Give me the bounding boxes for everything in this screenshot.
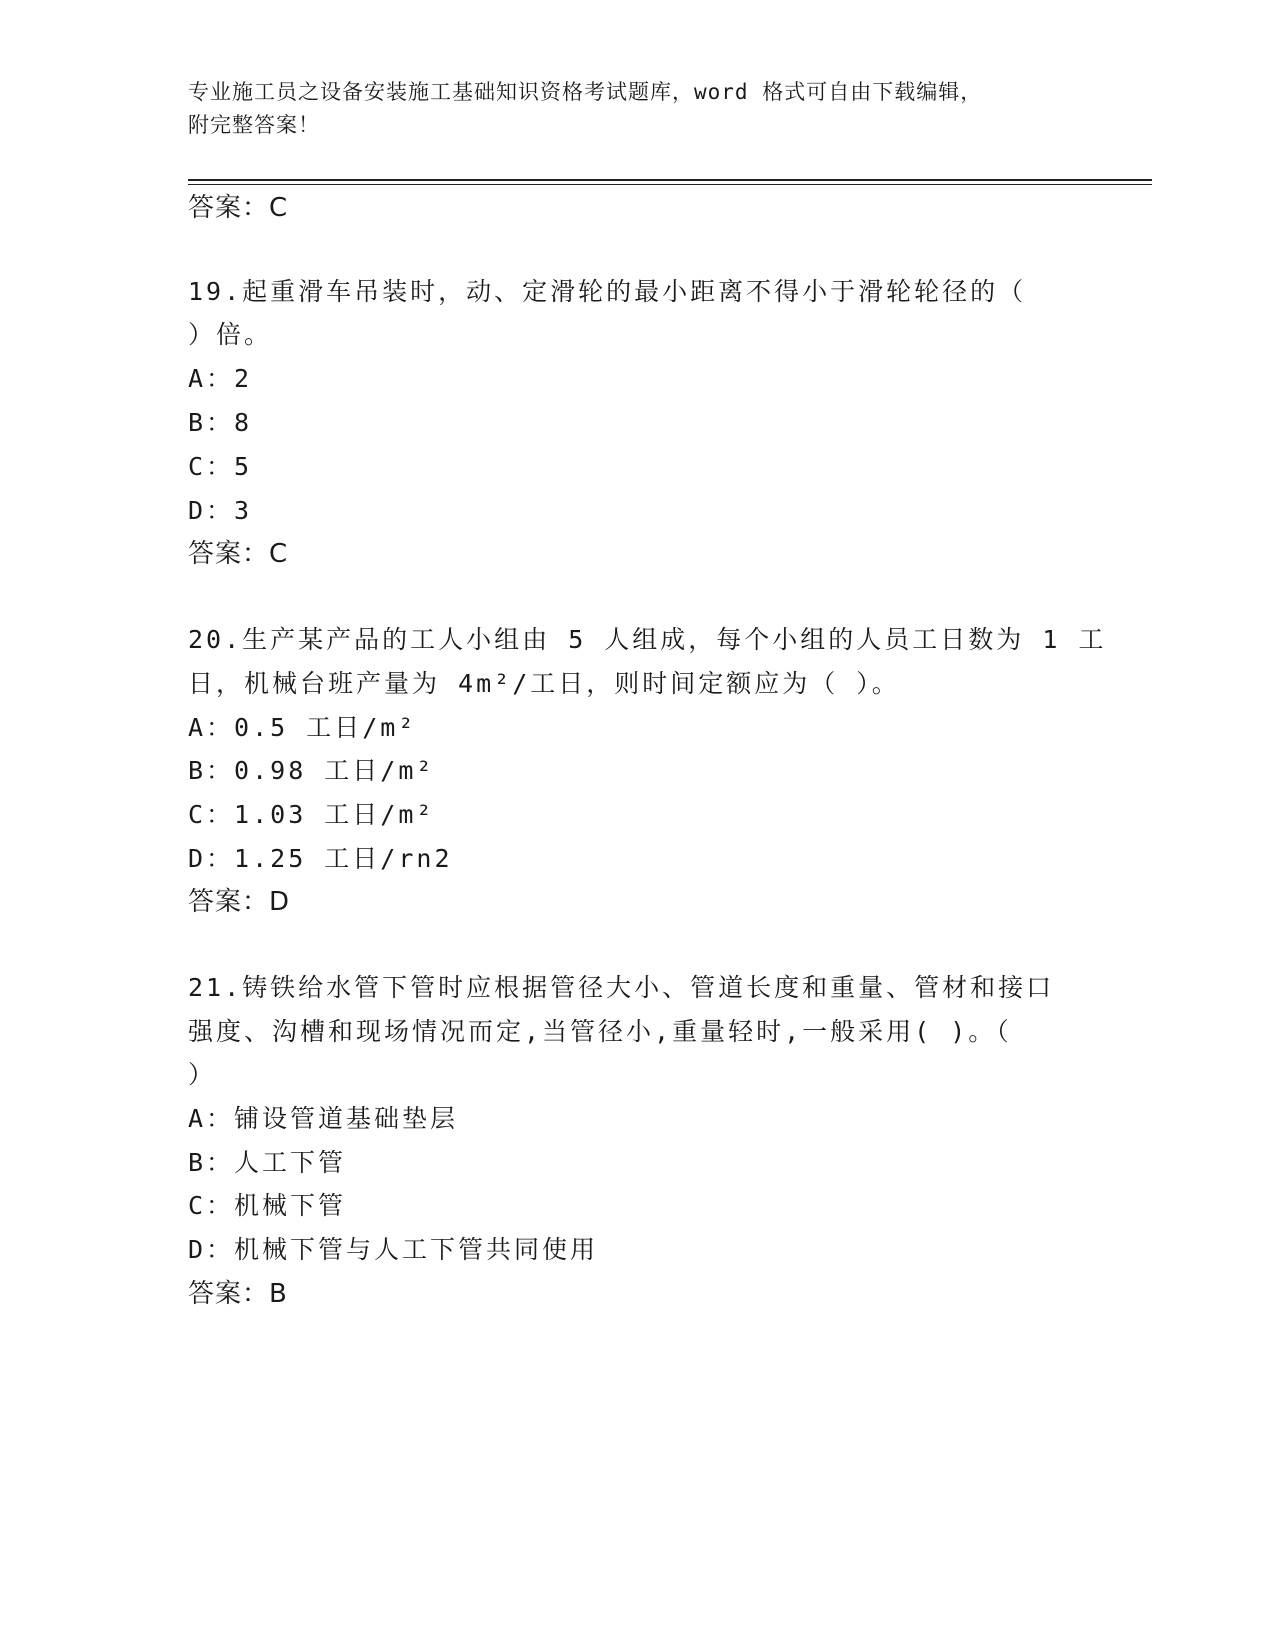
header-line-2: 附完整答案！	[188, 113, 320, 137]
document-header	[188, 76, 1068, 142]
question-21-stem-line-2: 强度、沟槽和现场情况而定,当管径小,重量轻时,一般采用( )。（	[188, 1017, 1012, 1046]
header-divider-thin	[188, 184, 1152, 185]
previous-answer: 答案：C	[188, 193, 289, 223]
question-19-option-a: A：2	[188, 364, 253, 393]
question-19-stem-line-2: ）倍。	[188, 320, 273, 349]
question-20-stem-line-1: 20.生产某产品的工人小组由 5 人组成，每个小组的人员工日数为 1 工	[188, 625, 1107, 654]
question-21-option-d: D：机械下管与人工下管共同使用	[188, 1235, 599, 1264]
question-21-stem-line-1: 21.铸铁给水管下管时应根据管径大小、管道长度和重量、管材和接口	[188, 973, 1055, 1002]
question-19-stem-line-1: 19.起重滑车吊装时，动、定滑轮的最小距离不得小于滑轮轮径的（	[188, 277, 1027, 306]
question-19-answer: 答案：C	[188, 539, 289, 569]
question-19-option-d: D：3	[188, 496, 253, 525]
question-19-option-b: B：8	[188, 408, 253, 437]
question-20-option-a: A：0.5 工日/m²	[188, 713, 417, 742]
question-20-option-d: D：1.25 工日/rn2	[188, 844, 453, 873]
question-21-option-c: C：机械下管	[188, 1191, 347, 1220]
question-19-option-c: C：5	[188, 452, 253, 481]
question-21-stem-line-3: ）	[188, 1060, 217, 1089]
question-20-option-c: C：1.03 工日/m²	[188, 800, 435, 829]
header-line-1: 专业施工员之设备安装施工基础知识资格考试题库，word 格式可自由下载编辑，	[188, 80, 983, 104]
question-20-stem-line-2: 日，机械台班产量为 4m²/工日，则时间定额应为（ ）。	[188, 669, 900, 698]
header-divider	[188, 179, 1152, 181]
question-21-option-b: B：人工下管	[188, 1148, 347, 1177]
question-21-answer: 答案：B	[188, 1279, 288, 1309]
question-21-option-a: A：铺设管道基础垫层	[188, 1104, 459, 1133]
question-20-option-b: B：0.98 工日/m²	[188, 756, 435, 785]
question-20-answer: 答案：D	[188, 887, 291, 917]
